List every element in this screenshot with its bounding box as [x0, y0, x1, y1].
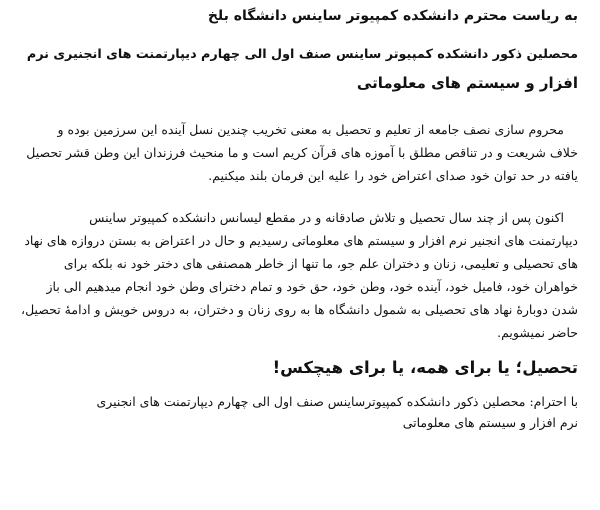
signature-line-1: با احترام: محصلین ذکور دانشکده کمپیوترساینس صنف اول الی چهارم دیپارتمنت های انجنیری — [96, 394, 578, 409]
signature-block — [18, 391, 578, 433]
paragraph-1-line-2: خلاف شریعت و در تناقص مطلق با آموزه های قرآن کریم است و ما منحیث فرزندان این وطن قشر تحصیل — [26, 145, 578, 160]
signature-line-2: نرم افزار و سیستم های معلوماتی — [402, 415, 578, 430]
paragraph-2-line-2: دیپارتمنت های انجنیر نرم افزار و سیستم های معلوماتی رسیدیم و حال در اعتراض به بستن دروازه های نهاد — [24, 233, 578, 248]
paragraph-2-line-1: اکنون پس از چند سال تحصیل و تلاش صادقانه و در مقطع لیسانس دانشکده کمپیوتر ساینس — [89, 210, 564, 225]
slogan: تحصیل؛ یا برای همه، یا برای هیچکس! — [272, 358, 578, 377]
paragraph-2-line-6: حاضر نمیشویم. — [497, 325, 578, 340]
paragraph-2-line-5: شدن دوبارهٔ نهاد های تحصیلی به شمول دانشگاه ها به روی زنان و دختران، به دروس خویش و ادامهٔ تحصیل، — [21, 302, 578, 317]
paragraph-1-line-1: محروم سازی نصف جامعه از تعلیم و تحصیل به معنی تخریب چندین نسل آینده این سرزمین بوده و — [57, 122, 564, 137]
paragraph-2-line-4: خواهران خود، فامیل خود، آینده خود، وطن خود، حق خود و تمام دخترای وطن خود انجام میدهیم الی باز — [46, 279, 578, 294]
paragraph-1 — [18, 118, 578, 187]
paragraph-2-line-3: های تحصیلی و تعلیمی، زنان و دختران علم جو، ما تنها از خاطر همصنفی های دختر خود نه بلکه برای — [63, 256, 578, 271]
paragraph-2 — [18, 206, 578, 344]
subject-line-2: افزار و سیستم های معلوماتی — [356, 74, 578, 92]
subject-line-1: محصلین ذکور دانشکده کمپیوتر ساینس صنف اول الی چهارم دیپارتمنت های انجنیری نرم — [26, 47, 578, 62]
paragraph-1-line-3: یافته در حد توان خود صدای اعتراض خود را علیه این فرمان بلند میکنیم. — [208, 168, 578, 183]
address-line: به ریاست محترم دانشکده کمپیوتر ساینس دانشگاه بلخ — [207, 8, 578, 24]
